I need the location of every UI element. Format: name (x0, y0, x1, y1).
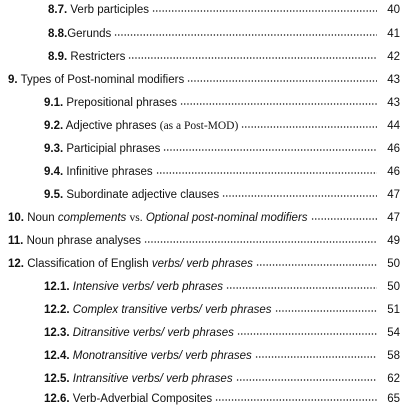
toc-entry-8-7[interactable] (0, 0, 400, 16)
entry-number: 9.1. (44, 97, 64, 109)
entry-number: 9.4. (44, 166, 64, 178)
dot-leader (163, 148, 377, 152)
entry-title: Classification of English (27, 258, 149, 270)
entry-title: Gerunds (67, 28, 112, 40)
entry-title: Intensive verbs/ verb phrases (72, 281, 223, 293)
entry-title: Adjective phrases (65, 120, 157, 132)
entry-number: 11. (8, 235, 24, 247)
entry-number: 9.5. (44, 189, 64, 201)
entry-title: Types of Post-nominal modifiers (20, 74, 185, 86)
toc-entry-8-8[interactable] (0, 20, 400, 40)
entry-number: 8.9. (48, 51, 68, 63)
entry-number: 10. (8, 212, 24, 224)
toc-entry-12-2[interactable] (0, 296, 400, 316)
dot-leader (180, 102, 377, 106)
entry-title-italic: verbs/ verb phrases (151, 258, 253, 270)
page-number: 43 (387, 74, 400, 86)
dot-leader (256, 263, 377, 267)
page-number: 47 (387, 212, 400, 224)
dot-leader (237, 332, 377, 336)
dot-leader (144, 240, 377, 244)
entry-number: 12.6. (44, 393, 70, 405)
entry-title: Intransitive verbs/ verb phrases (72, 373, 233, 385)
dot-leader (128, 56, 377, 60)
dot-leader (156, 171, 377, 175)
toc-entry-9-3[interactable] (0, 135, 400, 155)
page-number: 44 (387, 120, 400, 132)
entry-title: Verb-Adverbial Composites (72, 393, 213, 405)
toc-entry-12[interactable] (0, 250, 400, 270)
toc-entry-12-1[interactable] (0, 273, 400, 293)
page-number: 43 (387, 97, 400, 109)
dot-leader (236, 378, 377, 382)
entry-number: 12.5. (44, 373, 70, 385)
entry-number: 9.3. (44, 143, 64, 155)
dot-leader (226, 286, 377, 290)
toc-entry-9-2[interactable] (0, 112, 400, 132)
entry-title-italic: Optional post-nominal modifiers (145, 212, 308, 224)
entry-title: Verb participles (70, 4, 150, 16)
entry-number: 12.2. (44, 304, 70, 316)
entry-title: Restricters (70, 51, 126, 63)
entry-number: 12.4. (44, 350, 70, 362)
page-number: 62 (387, 373, 400, 385)
dot-leader (187, 79, 377, 83)
entry-title-vs: vs. (129, 212, 143, 224)
page-number: 49 (387, 235, 400, 247)
toc-entry-8-9[interactable] (0, 43, 400, 63)
entry-number: 8.7. (48, 4, 68, 16)
page-number: 46 (387, 166, 400, 178)
entry-number: 12. (8, 258, 24, 270)
entry-note: (as a Post-MOD) (159, 120, 239, 132)
entry-title: Complex transitive verbs/ verb phrases (72, 304, 272, 316)
page-number: 40 (387, 4, 400, 16)
entry-number: 9. (8, 74, 18, 86)
dot-leader (275, 309, 377, 313)
toc-entry-9-1[interactable] (0, 89, 400, 109)
entry-number: 8.8. (48, 28, 68, 40)
entry-title: Monotransitive verbs/ verb phrases (72, 350, 252, 362)
dot-leader (255, 355, 377, 359)
page-number: 51 (387, 304, 400, 316)
dot-leader (152, 9, 377, 13)
page-number: 46 (387, 143, 400, 155)
page-number: 42 (387, 51, 400, 63)
page-number: 47 (387, 189, 400, 201)
dot-leader (222, 194, 377, 198)
entry-title: Prepositional phrases (66, 97, 177, 109)
toc-entry-9-4[interactable] (0, 158, 400, 178)
dot-leader (241, 125, 377, 129)
entry-title: Noun (27, 212, 55, 224)
page-number: 65 (387, 393, 400, 405)
entry-title: Participial phrases (66, 143, 161, 155)
entry-number: 12.3. (44, 327, 70, 339)
dot-leader (311, 217, 377, 221)
toc-entry-12-4[interactable] (0, 342, 400, 362)
dot-leader (215, 398, 377, 402)
toc-entry-12-5[interactable] (0, 365, 400, 385)
page-number: 50 (387, 281, 400, 293)
toc-entry-10[interactable] (0, 204, 400, 224)
page-number: 58 (387, 350, 400, 362)
dot-leader (114, 33, 377, 37)
entry-number: 9.2. (44, 120, 64, 132)
toc-entry-12-6[interactable] (0, 385, 400, 405)
page-number: 54 (387, 327, 400, 339)
entry-title: Noun phrase analyses (26, 235, 141, 247)
page-number: 41 (387, 28, 400, 40)
toc-entry-9-5[interactable] (0, 181, 400, 201)
entry-title: Ditransitive verbs/ verb phrases (72, 327, 234, 339)
toc-entry-12-3[interactable] (0, 319, 400, 339)
page-number: 50 (387, 258, 400, 270)
entry-title: Infinitive phrases (66, 166, 153, 178)
entry-number: 12.1. (44, 281, 70, 293)
entry-title: Subordinate adjective clauses (66, 189, 220, 201)
toc-entry-9[interactable] (0, 66, 400, 86)
entry-title-italic: complements (57, 212, 127, 224)
toc-entry-11[interactable] (0, 227, 400, 247)
